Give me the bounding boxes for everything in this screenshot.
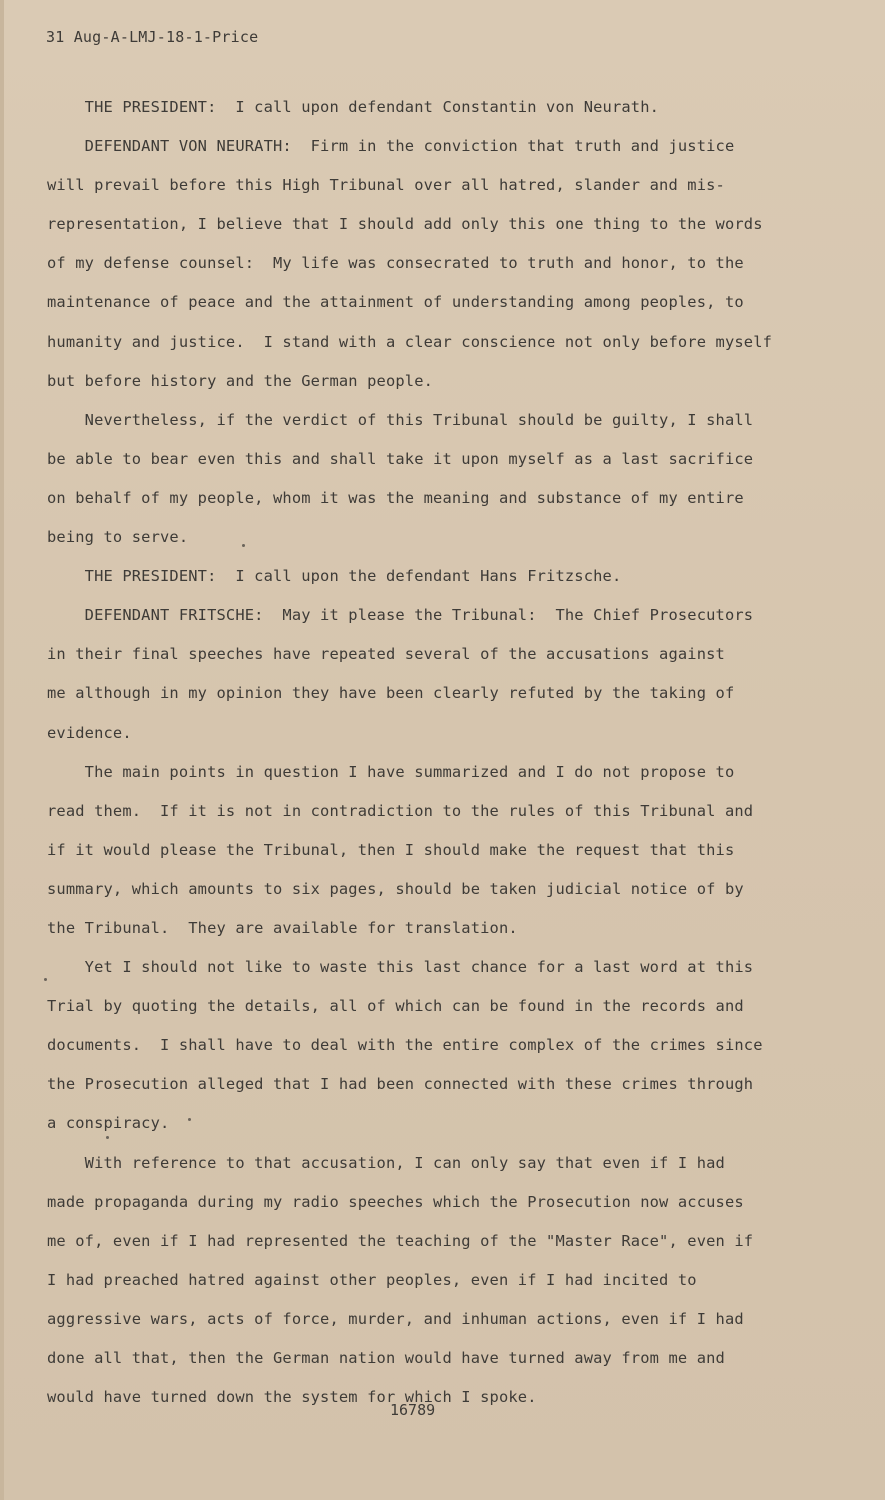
text-line: be able to bear even this and shall take it upon myself as a last sacrifice: [47, 449, 754, 468]
text-line: in their final speeches have repeated several of the accusations against: [47, 645, 725, 664]
text-line: read them. If it is not in contradiction to the rules of this Tribunal and: [47, 801, 754, 820]
text-line: being to serve.: [47, 528, 189, 547]
paper-speck: [188, 1118, 191, 1121]
text-line: DEFENDANT VON NEURATH: Firm in the conviction that truth and justice: [47, 137, 735, 156]
text-line: Nevertheless, if the verdict of this Tribunal should be guilty, I shall: [47, 410, 754, 429]
text-line: I had preached hatred against other peoples, even if I had incited to: [47, 1270, 697, 1289]
text-line: will prevail before this High Tribunal over all hatred, slander and mis-: [47, 176, 725, 195]
text-line: on behalf of my people, whom it was the meaning and substance of my entire: [47, 488, 744, 507]
text-line: documents. I shall have to deal with the entire complex of the crimes since: [47, 1036, 763, 1055]
paper-speck: [106, 1136, 109, 1139]
text-line: evidence.: [47, 723, 132, 742]
text-line: Trial by quoting the details, all of which can be found in the records and: [47, 997, 744, 1016]
text-line: if it would please the Tribunal, then I should make the request that this: [47, 840, 735, 859]
text-line: maintenance of peace and the attainment of understanding among peoples, to: [47, 293, 744, 312]
page-number: 16789: [390, 1401, 436, 1419]
text-line: THE PRESIDENT: I call upon defendant Constantin von Neurath.: [47, 98, 660, 116]
text-line: representation, I believe that I should add only this one thing to the words: [47, 215, 763, 234]
text-line: The main points in question I have summarized and I do not propose to: [47, 762, 735, 781]
text-line: made propaganda during my radio speeches which the Prosecution now accuses: [47, 1192, 744, 1211]
text-line: the Prosecution alleged that I had been connected with these crimes through: [47, 1075, 754, 1094]
text-line: the Tribunal. They are available for translation.: [47, 918, 518, 937]
text-line: a conspiracy.: [47, 1114, 170, 1133]
text-line: aggressive wars, acts of force, murder, and inhuman actions, even if I had: [47, 1309, 744, 1328]
text-line: humanity and justice. I stand with a clear conscience not only before myself: [47, 332, 773, 351]
text-line: DEFENDANT FRITSCHE: May it please the Tribunal: The Chief Prosecutors: [47, 606, 754, 625]
text-line: done all that, then the German nation would have turned away from me and: [47, 1349, 725, 1367]
text-line: summary, which amounts to six pages, should be taken judicial notice of by: [47, 879, 744, 898]
text-line: me of, even if I had represented the teaching of the "Master Race", even if: [47, 1231, 754, 1250]
paper-speck: [242, 544, 245, 547]
text-line: would have turned down the system for which I spoke.: [47, 1388, 537, 1407]
page-edge: [0, 0, 4, 1500]
page-header: 31 Aug-A-LMJ-18-1-Price: [46, 28, 259, 46]
text-line: of my defense counsel: My life was consecrated to truth and honor, to the: [47, 254, 744, 273]
transcript-body: [47, 88, 847, 1417]
text-line: me although in my opinion they have been clearly refuted by the taking of: [47, 684, 735, 703]
paper-speck: [44, 978, 47, 981]
text-line: With reference to that accusation, I can only say that even if I had: [47, 1153, 725, 1172]
text-line: THE PRESIDENT: I call upon the defendant Hans Fritzsche.: [47, 567, 622, 586]
text-line: but before history and the German people.: [47, 371, 434, 390]
text-line: Yet I should not like to waste this last chance for a last word at this: [47, 958, 754, 977]
